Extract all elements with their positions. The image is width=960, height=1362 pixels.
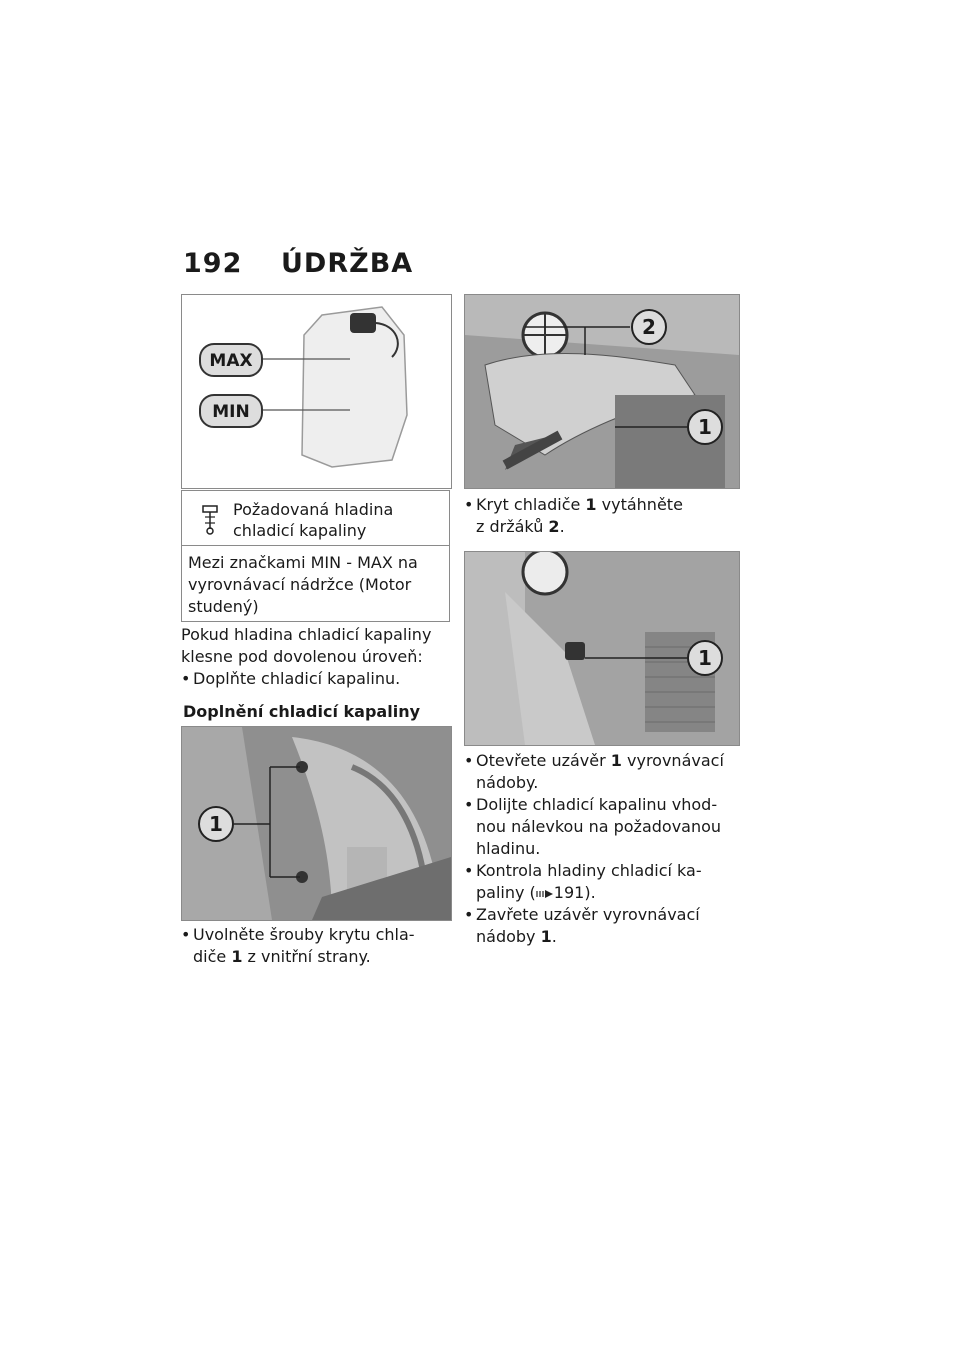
spec-label-row bbox=[182, 491, 449, 546]
step-pull-cover: • Kryt chladiče 1 vytáhněte z držáků 2. bbox=[464, 494, 740, 538]
figure-reservoir bbox=[181, 294, 452, 489]
coolant-level-icon bbox=[199, 503, 225, 535]
page-number: 192 bbox=[183, 248, 243, 279]
spec-label-line2: chladicí kapaliny bbox=[233, 521, 367, 540]
min-label: MIN bbox=[212, 402, 250, 422]
spec-value bbox=[182, 546, 449, 618]
callout-1: 1 bbox=[209, 812, 223, 836]
reservoir-illustration bbox=[182, 295, 451, 488]
callout-1-fig4: 1 bbox=[698, 646, 712, 670]
figure-reservoir-cap bbox=[464, 551, 740, 746]
spec-label-line1: Požadovaná hladina bbox=[233, 500, 394, 519]
page-title: ÚDRŽBA bbox=[281, 248, 414, 279]
spec-value-line2: vyrovnávací nádržce (Motor bbox=[188, 575, 412, 594]
figure-radiator-cover-remove bbox=[464, 294, 740, 489]
steps-refill: • Otevřete uzávěr 1 vyrovnávací nádoby. • Dolijte chladicí kapalinu vhod- nou nálevkou na požadovanou hladinu. • Kontrola hladiny chladicí ka- paliny ( 191). • Zavřete uzávěr vyrovnávací nádoby 1. bbox=[464, 750, 744, 948]
page-reference[interactable]: 191 bbox=[553, 883, 585, 902]
spec-box bbox=[181, 490, 450, 622]
spec-value-line3: studený) bbox=[188, 597, 259, 616]
paragraph-line2: klesne pod dovolenou úroveň: bbox=[181, 647, 423, 666]
paragraph-low-level bbox=[181, 624, 453, 690]
paragraph-line1: Pokud hladina chladicí kapaliny bbox=[181, 625, 432, 644]
max-label: MAX bbox=[209, 351, 253, 371]
page-reference-arrow-icon bbox=[536, 888, 554, 900]
bullet-refill: • Doplňte chladicí kapalinu. bbox=[181, 668, 453, 690]
callout-2: 2 bbox=[642, 315, 656, 339]
spec-label bbox=[233, 499, 393, 541]
callout-lines-fig3 bbox=[465, 295, 739, 488]
callout-1-fig3: 1 bbox=[698, 415, 712, 439]
spec-value-line1: Mezi značkami MIN - MAX na bbox=[188, 553, 418, 572]
section-title: Doplnění chladicí kapaliny bbox=[183, 702, 421, 721]
figure-radiator-cover-screws bbox=[181, 726, 452, 921]
page-header bbox=[183, 248, 413, 279]
step-loosen-screws: • Uvolněte šrouby krytu chla- diče 1 z vnitřní strany. bbox=[181, 924, 453, 968]
